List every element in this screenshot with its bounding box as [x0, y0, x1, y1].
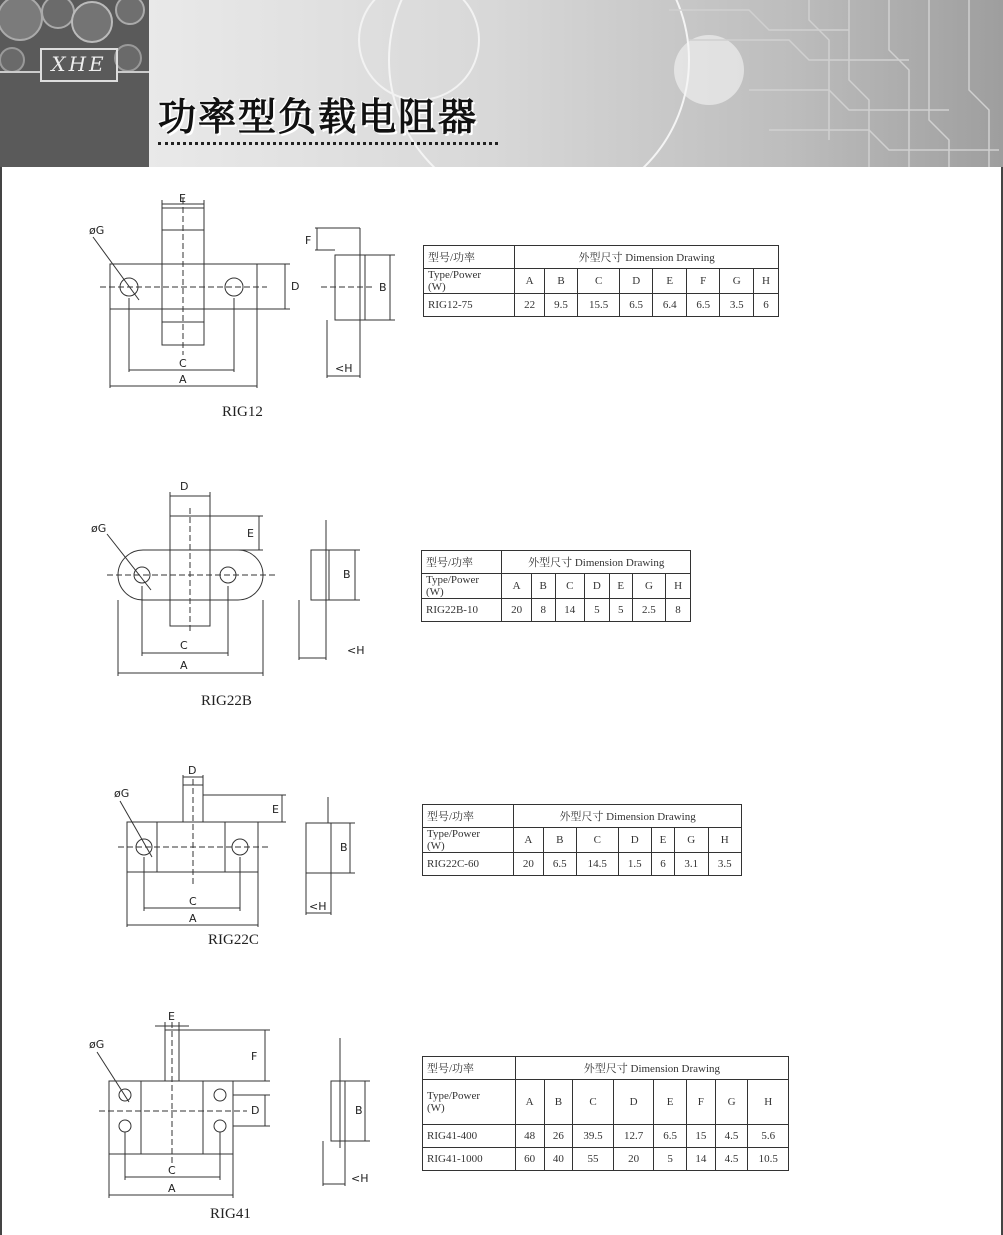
rig12-caption: RIG12 [222, 404, 263, 420]
col-header: H [753, 269, 778, 294]
col-header: E [609, 574, 632, 599]
rig22b-label-b: B [343, 568, 351, 581]
table-row [424, 294, 779, 317]
value-cell: 6 [651, 853, 674, 876]
model-cell: RIG41-1000 [423, 1148, 516, 1171]
rig22c-spec-table [422, 804, 742, 876]
col-header: G [715, 1080, 748, 1125]
value-cell: 14 [555, 599, 584, 622]
rig22b-label-d: D [180, 480, 189, 493]
rig12-label-c: C [179, 357, 187, 370]
col-header: C [555, 574, 584, 599]
model-cell: RIG22B-10 [422, 599, 502, 622]
model-cell: RIG41-400 [423, 1125, 516, 1148]
rig22b-label-a: A [180, 659, 188, 672]
value-cell: 14 [687, 1148, 716, 1171]
rig41-caption: RIG41 [210, 1206, 251, 1222]
rig22b-label-g: øG [91, 522, 107, 535]
dimension-header: 外型尺寸 Dimension Drawing [515, 246, 779, 269]
type-power-label: Type/Power (W) [423, 1080, 516, 1125]
value-cell: 5.6 [748, 1125, 789, 1148]
col-header: E [651, 828, 674, 853]
col-header: A [515, 1080, 544, 1125]
value-cell: 3.5 [708, 853, 742, 876]
rig12-label-e: E [179, 192, 186, 205]
col-header: D [619, 269, 653, 294]
company-logo: XHE [40, 48, 118, 82]
rig41-spec-table [422, 1056, 789, 1171]
rig12-drawing [85, 190, 395, 390]
page-header [0, 0, 1003, 167]
value-cell: 1.5 [618, 853, 651, 876]
rig41-drawing [85, 1008, 385, 1203]
col-header: A [514, 828, 543, 853]
value-cell: 6 [753, 294, 778, 317]
dimension-header: 外型尺寸 Dimension Drawing [515, 1057, 788, 1080]
col-header: F [686, 269, 720, 294]
value-cell: 3.5 [720, 294, 754, 317]
rig41-label-e: E [168, 1010, 175, 1023]
rig12-label-a: A [179, 373, 187, 386]
rig41-label-h: <H [351, 1172, 369, 1185]
col-header: G [675, 828, 708, 853]
value-cell: 14.5 [576, 853, 618, 876]
col-header: D [618, 828, 651, 853]
type-power-label: Type/Power (W) [424, 269, 515, 294]
value-cell: 15.5 [578, 294, 620, 317]
rig22c-caption: RIG22C [208, 932, 259, 948]
type-header: 型号/功率 [422, 551, 502, 574]
rig12-label-b: B [379, 281, 387, 294]
rig41-label-b: B [355, 1104, 363, 1117]
value-cell: 3.1 [675, 853, 708, 876]
col-header: H [666, 574, 691, 599]
value-cell: 8 [531, 599, 555, 622]
rig22c-label-b: B [340, 841, 348, 854]
rig41-label-g: øG [89, 1038, 105, 1051]
value-cell: 6.4 [653, 294, 687, 317]
dimension-header: 外型尺寸 Dimension Drawing [502, 551, 691, 574]
col-header: H [708, 828, 742, 853]
header-logo-panel [0, 0, 149, 167]
value-cell: 40 [544, 1148, 573, 1171]
rig41-label-a: A [168, 1182, 176, 1195]
col-header: C [573, 1080, 614, 1125]
col-header: H [748, 1080, 789, 1125]
rig22c-label-h: <H [309, 900, 327, 913]
col-header: D [613, 1080, 654, 1125]
value-cell: 4.5 [715, 1148, 748, 1171]
value-cell: 20 [613, 1148, 654, 1171]
type-header: 型号/功率 [424, 246, 515, 269]
rig22b-spec-table [421, 550, 691, 622]
col-header: F [687, 1080, 716, 1125]
rig22b-label-h: <H [347, 644, 365, 657]
col-header: C [576, 828, 618, 853]
value-cell: 2.5 [632, 599, 665, 622]
col-header: B [544, 1080, 573, 1125]
value-cell: 10.5 [748, 1148, 789, 1171]
col-header: A [502, 574, 531, 599]
rig22b-label-e: E [247, 527, 254, 540]
table-row [423, 1125, 789, 1148]
col-header: E [654, 1080, 687, 1125]
rig22b-caption: RIG22B [201, 693, 252, 709]
col-header: E [653, 269, 687, 294]
col-header: C [578, 269, 620, 294]
value-cell: 20 [502, 599, 531, 622]
value-cell: 39.5 [573, 1125, 614, 1148]
type-power-label: Type/Power (W) [423, 828, 514, 853]
bubbles-decoration [0, 0, 149, 167]
value-cell: 6.5 [543, 853, 576, 876]
rig12-label-d: D [291, 280, 300, 293]
rig12-spec-table [423, 245, 779, 317]
dimension-header: 外型尺寸 Dimension Drawing [514, 805, 742, 828]
value-cell: 15 [687, 1125, 716, 1148]
rig12-label-g: øG [89, 224, 105, 237]
table-row [423, 1148, 789, 1171]
rig22c-label-c: C [189, 895, 197, 908]
value-cell: 6.5 [654, 1125, 687, 1148]
value-cell: 60 [515, 1148, 544, 1171]
rig12-label-h: <H [335, 362, 353, 375]
col-header: A [515, 269, 544, 294]
rig22c-drawing [110, 765, 360, 930]
title-underline [158, 142, 498, 145]
rig22b-drawing [85, 478, 385, 678]
col-header: G [720, 269, 754, 294]
value-cell: 9.5 [544, 294, 578, 317]
value-cell: 8 [666, 599, 691, 622]
col-header: B [544, 269, 578, 294]
value-cell: 12.7 [613, 1125, 654, 1148]
rig22c-label-e: E [272, 803, 279, 816]
type-header: 型号/功率 [423, 805, 514, 828]
rig41-label-f: F [251, 1050, 258, 1063]
table-row [422, 599, 691, 622]
value-cell: 26 [544, 1125, 573, 1148]
rig12-label-f: F [305, 234, 312, 247]
value-cell: 5 [609, 599, 632, 622]
type-header: 型号/功率 [423, 1057, 516, 1080]
rig22c-label-d: D [188, 764, 197, 777]
value-cell: 6.5 [619, 294, 653, 317]
value-cell: 4.5 [715, 1125, 748, 1148]
rig22c-label-g: øG [114, 787, 130, 800]
rig22c-label-a: A [189, 912, 197, 925]
rig41-label-c: C [168, 1164, 176, 1177]
value-cell: 5 [654, 1148, 687, 1171]
col-header: B [543, 828, 576, 853]
value-cell: 6.5 [686, 294, 720, 317]
rig22b-label-c: C [180, 639, 188, 652]
table-row [423, 853, 742, 876]
type-power-label: Type/Power (W) [422, 574, 502, 599]
page-title: 功率型负载电阻器 [158, 95, 479, 139]
page-border-left [0, 167, 2, 1235]
col-header: B [531, 574, 555, 599]
rig41-label-d: D [251, 1104, 260, 1117]
model-cell: RIG22C-60 [423, 853, 514, 876]
value-cell: 5 [584, 599, 609, 622]
col-header: G [632, 574, 665, 599]
value-cell: 48 [515, 1125, 544, 1148]
value-cell: 22 [515, 294, 544, 317]
value-cell: 55 [573, 1148, 614, 1171]
value-cell: 20 [514, 853, 543, 876]
model-cell: RIG12-75 [424, 294, 515, 317]
col-header: D [584, 574, 609, 599]
